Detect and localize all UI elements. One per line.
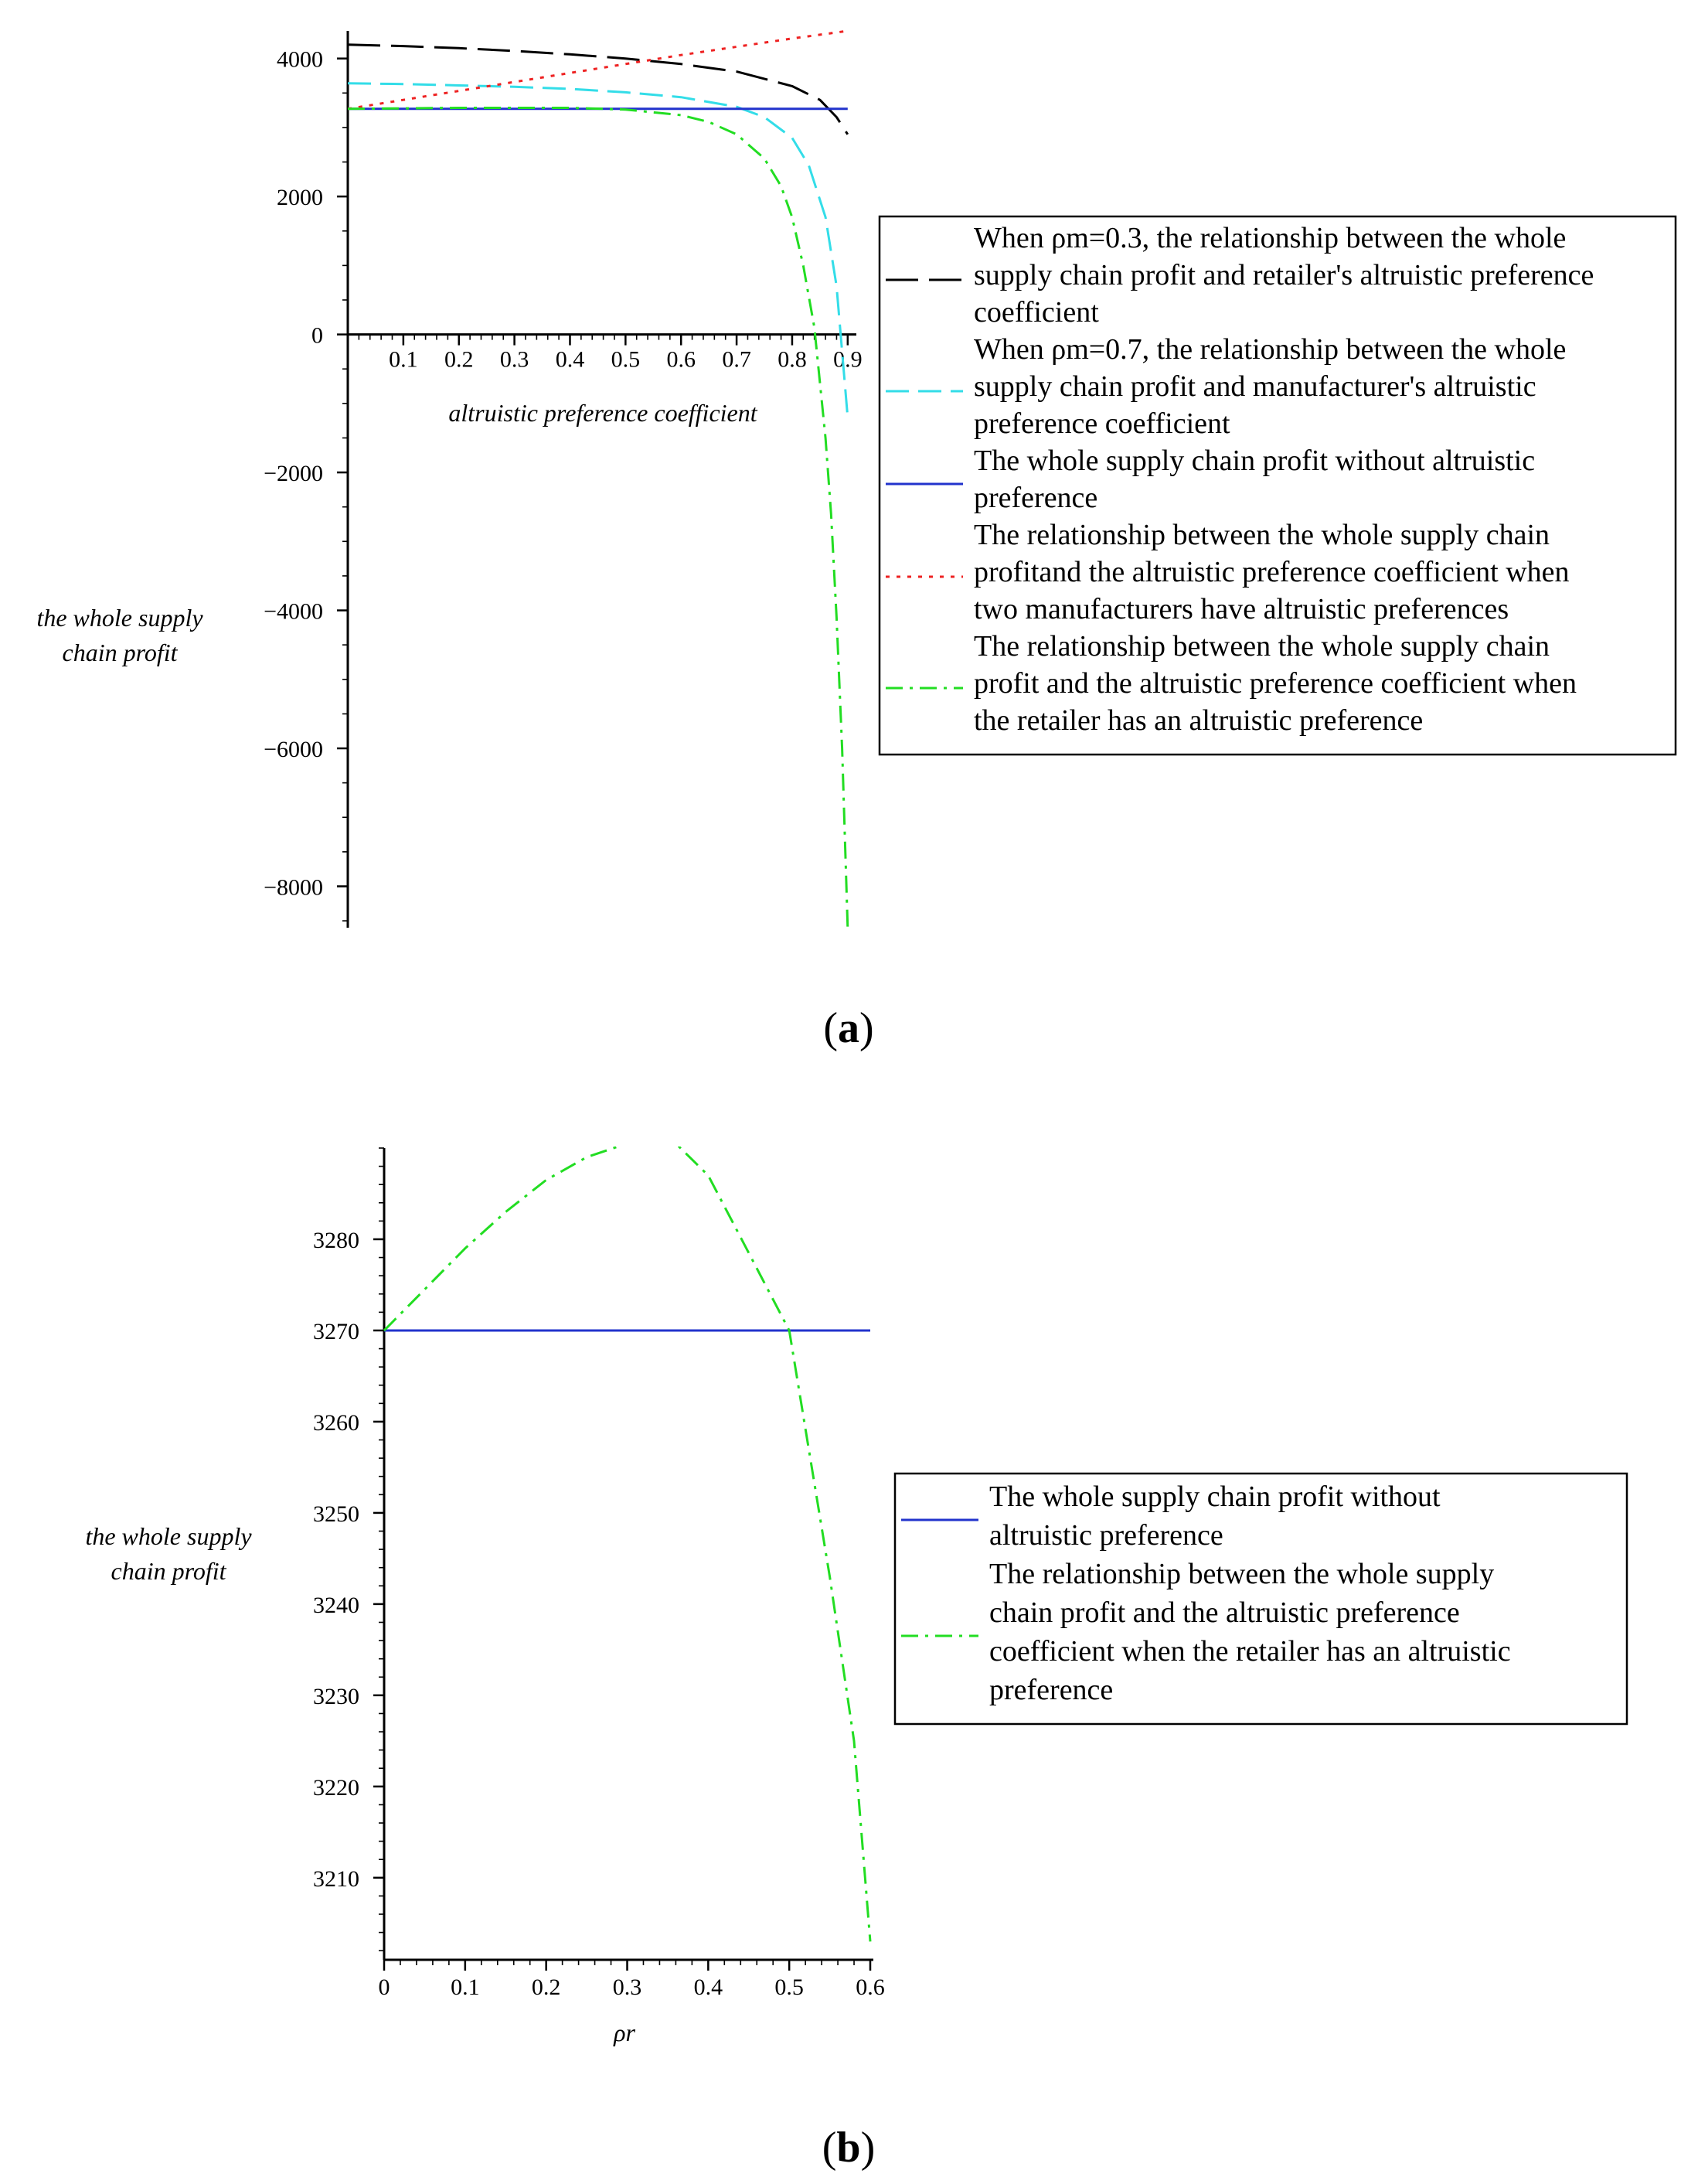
- y-tick-label: 3210: [313, 1865, 359, 1892]
- y-tick-label: 3270: [313, 1318, 359, 1344]
- legend-label-none: The whole supply chain profit without: [989, 1480, 1441, 1513]
- x-tick-label: 0.2: [531, 1974, 561, 2000]
- y-tick-label: −4000: [264, 598, 323, 625]
- legend-label-rm07: supply chain profit and manufacturer's altruistic: [974, 370, 1536, 403]
- x-tick-label: 0.5: [611, 346, 641, 373]
- legend-label-rm03: When ρm=0.3, the relationship between the whole: [974, 222, 1567, 254]
- legend-label-none: preference: [974, 482, 1098, 514]
- x-axis-title: ρr: [614, 2019, 635, 2046]
- y-axis-title: chain profit: [62, 639, 178, 666]
- series-line-retailer: [348, 108, 848, 928]
- legend-label-retailer: The relationship between the whole supply chain: [974, 630, 1550, 663]
- x-tick-label: 0.5: [774, 1974, 804, 2000]
- x-tick-label: 0.6: [856, 1974, 885, 2000]
- legend-label-retailer: preference: [989, 1674, 1114, 1706]
- legend-label-two_mfr: two manufacturers have altruistic preferences: [974, 593, 1509, 625]
- panel-label-paren: ): [859, 1004, 874, 1052]
- panel-label-paren: ): [860, 2124, 876, 2172]
- y-axis-title: the whole supply: [85, 1522, 252, 1550]
- panel-label-paren: (: [823, 1004, 838, 1052]
- legend-label-none: The whole supply chain profit without altruistic: [974, 445, 1536, 477]
- y-tick-label: 3240: [313, 1592, 359, 1618]
- x-tick-label: 0.4: [693, 1974, 723, 2000]
- y-tick-label: 3230: [313, 1683, 359, 1709]
- x-tick-label: 0.1: [389, 346, 418, 373]
- x-tick-label: 0.4: [555, 346, 585, 373]
- series-line-rm07: [348, 83, 848, 417]
- legend-label-retailer: The relationship between the whole supply: [989, 1558, 1495, 1590]
- y-tick-label: 3280: [313, 1227, 359, 1253]
- x-tick-label: 0.2: [444, 346, 474, 373]
- panel-label-paren: (: [822, 2124, 837, 2172]
- x-tick-label: 0.9: [833, 346, 863, 373]
- panel-a-chart: [36, 31, 1676, 1052]
- x-tick-label: 0.8: [778, 346, 807, 373]
- panel-b-chart: [85, 1139, 1627, 2172]
- x-tick-label: 0.3: [499, 346, 529, 373]
- panel-label: [822, 2124, 875, 2172]
- y-axis-title: chain profit: [111, 1557, 226, 1585]
- y-tick-label: 4000: [277, 46, 323, 73]
- panel-label-letter: b: [836, 2124, 861, 2172]
- panel-label-letter: a: [838, 1004, 859, 1052]
- y-tick-label: 3250: [313, 1501, 359, 1527]
- x-tick-label: 0.3: [612, 1974, 642, 2000]
- series-group: [384, 1139, 870, 1941]
- y-tick-label: −2000: [264, 461, 323, 487]
- y-tick-label: 2000: [277, 185, 323, 211]
- x-tick-label: 0.1: [451, 1974, 480, 2000]
- series-group: [348, 31, 848, 928]
- legend-label-retailer: the retailer has an altruistic preference: [974, 704, 1424, 737]
- series-line-retailer: [384, 1139, 870, 1941]
- legend-label-none: altruistic preference: [989, 1519, 1223, 1552]
- y-tick-label: −6000: [264, 737, 323, 762]
- x-tick-label: 0: [378, 1974, 390, 2000]
- x-axis-title: altruistic preference coefficient: [448, 399, 757, 427]
- y-tick-label: 3260: [313, 1409, 359, 1436]
- legend-label-retailer: profit and the altruistic preference coefficient when: [974, 667, 1577, 700]
- legend-label-retailer: chain profit and the altruistic preference: [989, 1596, 1460, 1629]
- legend-label-two_mfr: profitand the altruistic preference coefficient when: [974, 556, 1570, 588]
- legend-label-rm03: supply chain profit and retailer's altruistic preference: [974, 259, 1594, 291]
- y-tick-label: 0: [311, 322, 323, 349]
- y-tick-label: 3220: [313, 1774, 359, 1801]
- legend-label-two_mfr: The relationship between the whole supply chain: [974, 519, 1550, 551]
- y-axis-title: the whole supply: [36, 604, 203, 632]
- legend-label-rm07: preference coefficient: [974, 407, 1230, 440]
- series-line-two_mfr: [348, 31, 848, 109]
- x-tick-label: 0.6: [666, 346, 696, 373]
- legend-label-rm07: When ρm=0.7, the relationship between the whole: [974, 333, 1567, 366]
- legend-label-rm03: coefficient: [974, 296, 1099, 329]
- y-tick-label: −8000: [264, 874, 323, 901]
- x-tick-label: 0.7: [722, 346, 751, 373]
- panel-label: [823, 1004, 873, 1052]
- legend-label-retailer: coefficient when the retailer has an altruistic: [989, 1635, 1511, 1668]
